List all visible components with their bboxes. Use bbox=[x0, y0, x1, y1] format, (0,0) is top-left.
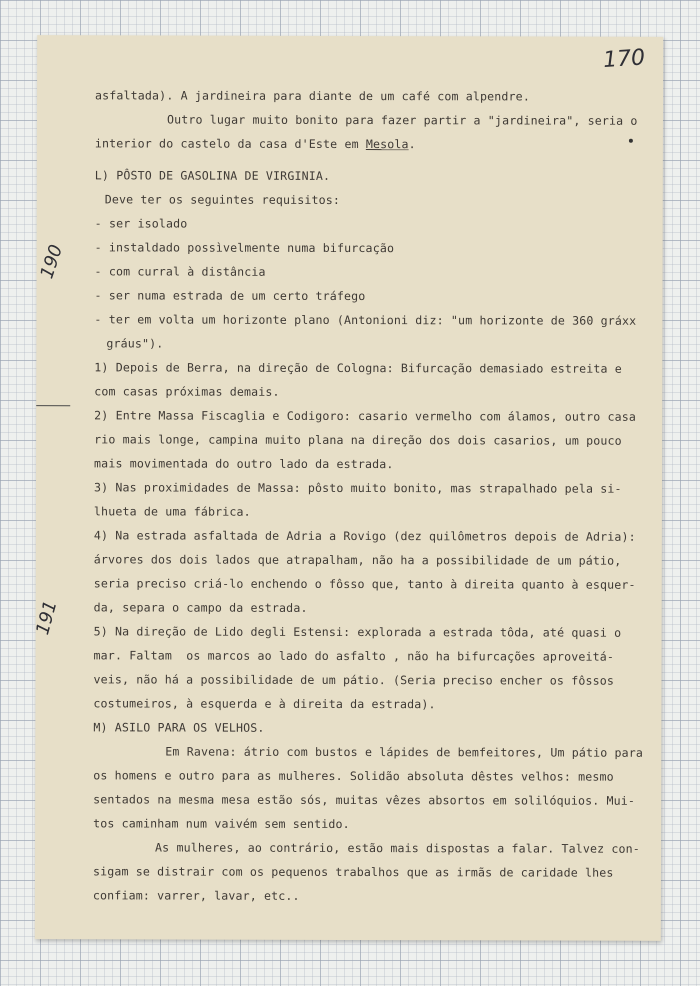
list-item: - instaldado possìvelmente numa bifurcação bbox=[94, 240, 395, 256]
text-line: asfaltada). A jardineira para diante de um café com alpendre. bbox=[95, 88, 530, 104]
list-item: - ter em volta um horizonte plano (Antonioni diz: "um horizonte de 360 gráxx bbox=[94, 312, 637, 328]
text-span: interior do castelo da casa d'Este em bbox=[94, 136, 359, 152]
text-line: gráus"). bbox=[106, 336, 164, 351]
text-line: rio mais longe, campina muito plana na direção dos dois casarios, um pouco bbox=[94, 432, 622, 448]
list-item: - ser numa estrada de um certo tráfego bbox=[94, 288, 366, 304]
text-line: árvores dos dois lados que atrapalham, não ha a possibilidade de um pátio, bbox=[93, 552, 622, 568]
margin-note-191: 191 bbox=[32, 598, 62, 638]
paper-sheet bbox=[32, 35, 663, 941]
text-line: costumeiros, à esquerda e à direita da estrada). bbox=[93, 696, 436, 712]
text-line: mais movimentada do outro lado da estrada. bbox=[94, 456, 394, 472]
text-line: da, separa o campo da estrada. bbox=[93, 600, 308, 615]
text-line: confiam: varrer, lavar, etc.. bbox=[92, 888, 300, 903]
text-line: sigam se distrair com os pequenos trabalhos que as irmãs de caridade lhes bbox=[92, 864, 614, 880]
text-line: veis, não há a possibilidade de um pátio. (Seria preciso encher os fôssos bbox=[93, 672, 615, 688]
text-line: 4) Na estrada asfaltada de Adria a Rovigo (dez quilômetros depois de Adria): bbox=[93, 528, 636, 544]
text-line: seria preciso criá-lo enchendo o fôsso que, tanto à direita quanto à esquer- bbox=[93, 576, 636, 592]
page-number: 170 bbox=[602, 45, 646, 74]
text-line: lhueta de uma fábrica. bbox=[93, 504, 251, 519]
text-line: Outro lugar muito bonito para fazer partir a "jardineira", seria o bbox=[166, 112, 638, 128]
text-line: 5) Na direção de Lido degli Estensi: explorada a estrada tôda, até quasi o bbox=[93, 624, 622, 640]
text-line: mar. Faltam os marcos ao lado do asfalto , não ha bifurcações aproveitá- bbox=[93, 648, 615, 664]
typed-text bbox=[35, 35, 663, 941]
text-line: 1) Depois de Berra, na direção de Cologna: Bifurcação demasiado estreita e bbox=[94, 360, 622, 376]
margin-note-190: 190 bbox=[36, 242, 68, 282]
text-line: As mulheres, ao contrário, estão mais dispostas a falar. Talvez con- bbox=[155, 840, 640, 856]
underlined-place-name: Mesola bbox=[365, 137, 409, 152]
text-line: tos caminham num vaivém sem sentido. bbox=[93, 816, 350, 832]
text-line: Deve ter os seguintes requisitos: bbox=[104, 192, 341, 207]
text-line: interior do castelo da casa d'Este em Mesola. bbox=[94, 136, 416, 152]
text-line: sentados na mesma mesa estão sós, muitas vêzes absortos em solilóquios. Mui- bbox=[93, 792, 636, 808]
section-heading-l: L) PÔSTO DE GASOLINA DE VIRGINIA. bbox=[94, 168, 331, 183]
list-item: - com curral à distância bbox=[94, 264, 266, 279]
list-item: - ser isolado bbox=[94, 216, 188, 231]
text-line: Em Ravena: átrio com bustos e lápides de bemfeitores, Um pátio para bbox=[165, 744, 644, 760]
section-heading-m: M) ASILO PARA OS VELHOS. bbox=[93, 720, 265, 735]
text-line: com casas próximas demais. bbox=[94, 384, 280, 399]
text-line: os homens e outro para as mulheres. Solidão absoluta dêstes velhos: mesmo bbox=[93, 768, 614, 784]
text-line: 2) Entre Massa Fiscaglia e Codigoro: casario vermelho com álamos, outro casa bbox=[94, 408, 637, 424]
text-line: 3) Nas proximidades de Massa: pôsto muito bonito, mas strapalhado pela si- bbox=[93, 480, 622, 496]
